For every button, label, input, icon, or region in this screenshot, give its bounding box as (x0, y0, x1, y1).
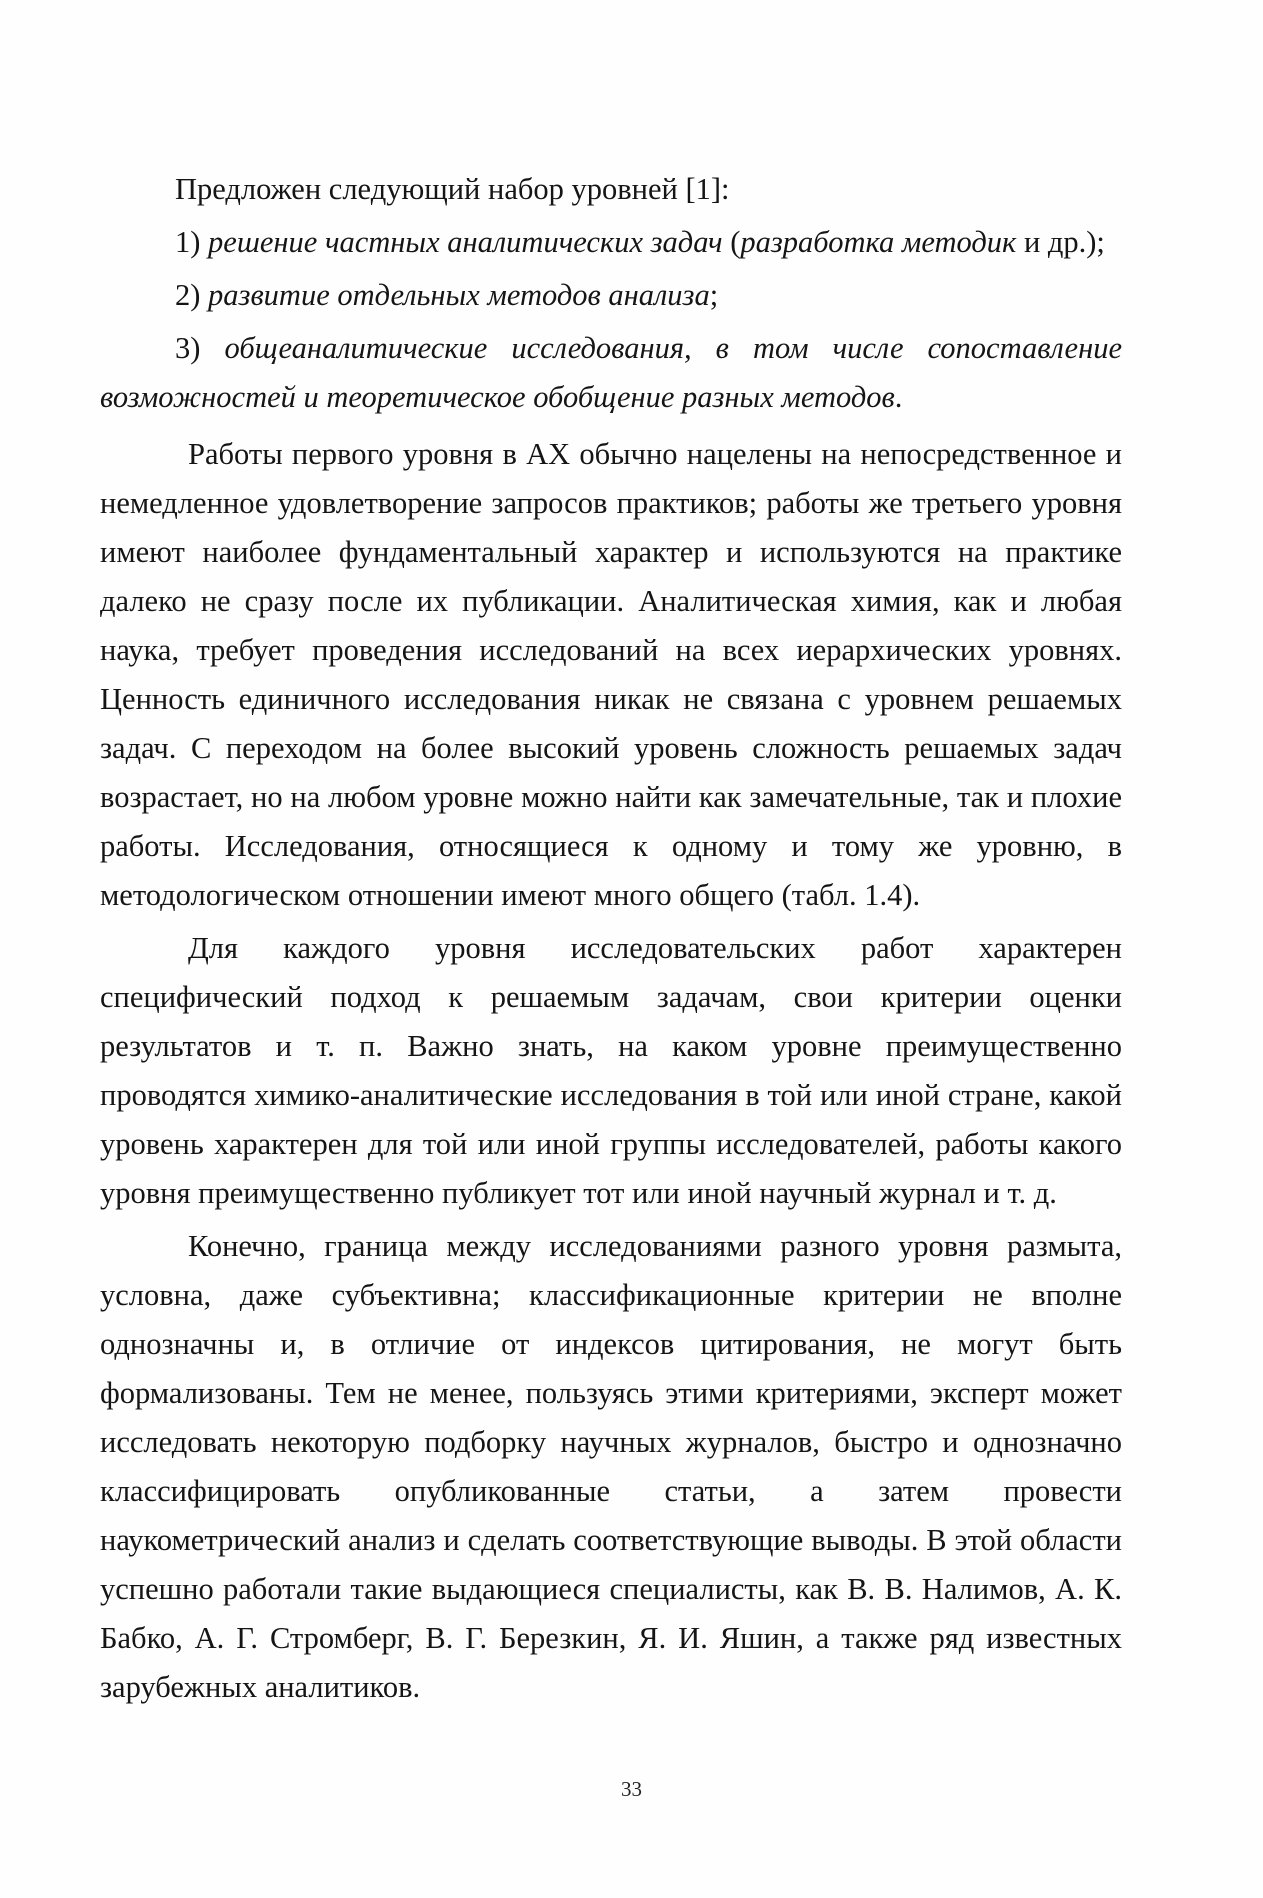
level-item-2 (100, 271, 1122, 320)
levels-intro: Предложен следующий набор уровней [1]: (175, 172, 730, 206)
level-example: разработка методик (740, 225, 1017, 259)
level-item-1 (100, 218, 1122, 267)
level-number: 2) (175, 278, 201, 312)
level-punct: ; (709, 278, 719, 312)
level-title: развитие отдельных методов анализа (208, 278, 710, 312)
level-number: 3) (175, 331, 201, 365)
body-paragraph: Работы первого уровня в АХ обычно нацелены на непосредственное и немедленное удовлетворение запросов практиков; работы же третьего уровня имеют наиболее фундаментальный характер и используются на практике далеко не сразу после их публикации. Аналитическая химия, как и любая наука, требует проведения исследований на всех иерархических уровнях. Ценность единичного исследования никак не связана с уровнем решаемых задач. С переходом на более высокий уровень сложность решаемых задач возрастает, но на любом уровне можно найти как замечательные, так и плохие работы. Исследования, относящиеся к одному и тому же уровню, в методологическом отношении имеют много общего (табл. 1.4). (100, 437, 1122, 912)
level-number: 1) (175, 225, 201, 259)
level-item-3 (100, 324, 1122, 422)
level-title: решение частных аналитических задач (208, 225, 723, 259)
level-punct: . (894, 380, 903, 414)
body-paragraph: Конечно, граница между исследованиями разного уровня размыта, условна, даже субъективна; классификационные критерии не вполне однозначны и, в отличие от индексов цитирования, не могут быть формализованы. Тем не менее, пользуясь этими критериями, эксперт может исследовать некоторую подборку научных журналов, быстро и однозначно классифицировать опубликованные статьи, а затем провести наукометрический анализ и сделать соответствующие выводы. В этой области успешно работали такие выдающиеся специалисты, как В. В. Налимов, А. К. Бабко, А. Г. Стромберг, В. Г. Березкин, Я. И. Яшин, а также ряд известных зарубежных аналитиков. (100, 1229, 1122, 1704)
body-paragraph: Для каждого уровня исследовательских работ характерен специфический подход к решаемым задачам, свои критерии оценки результатов и т. п. Важно знать, на каком уровне преимущественно проводятся химико-аналитические исследования в той или иной стране, какой уровень характерен для той или иной группы исследователей, работы какого уровня преимущественно публикует тот или иной научный журнал и т. д. (100, 931, 1122, 1210)
level-punct: ( (722, 225, 741, 259)
level-title: общеаналитические исследования, в том числе сопоставление возможностей и теоретическое обобщение разных методов (100, 331, 1123, 414)
page-body (100, 165, 1122, 1712)
level-punct: и др.); (1016, 225, 1105, 259)
page-number: 33 (621, 1777, 642, 1801)
